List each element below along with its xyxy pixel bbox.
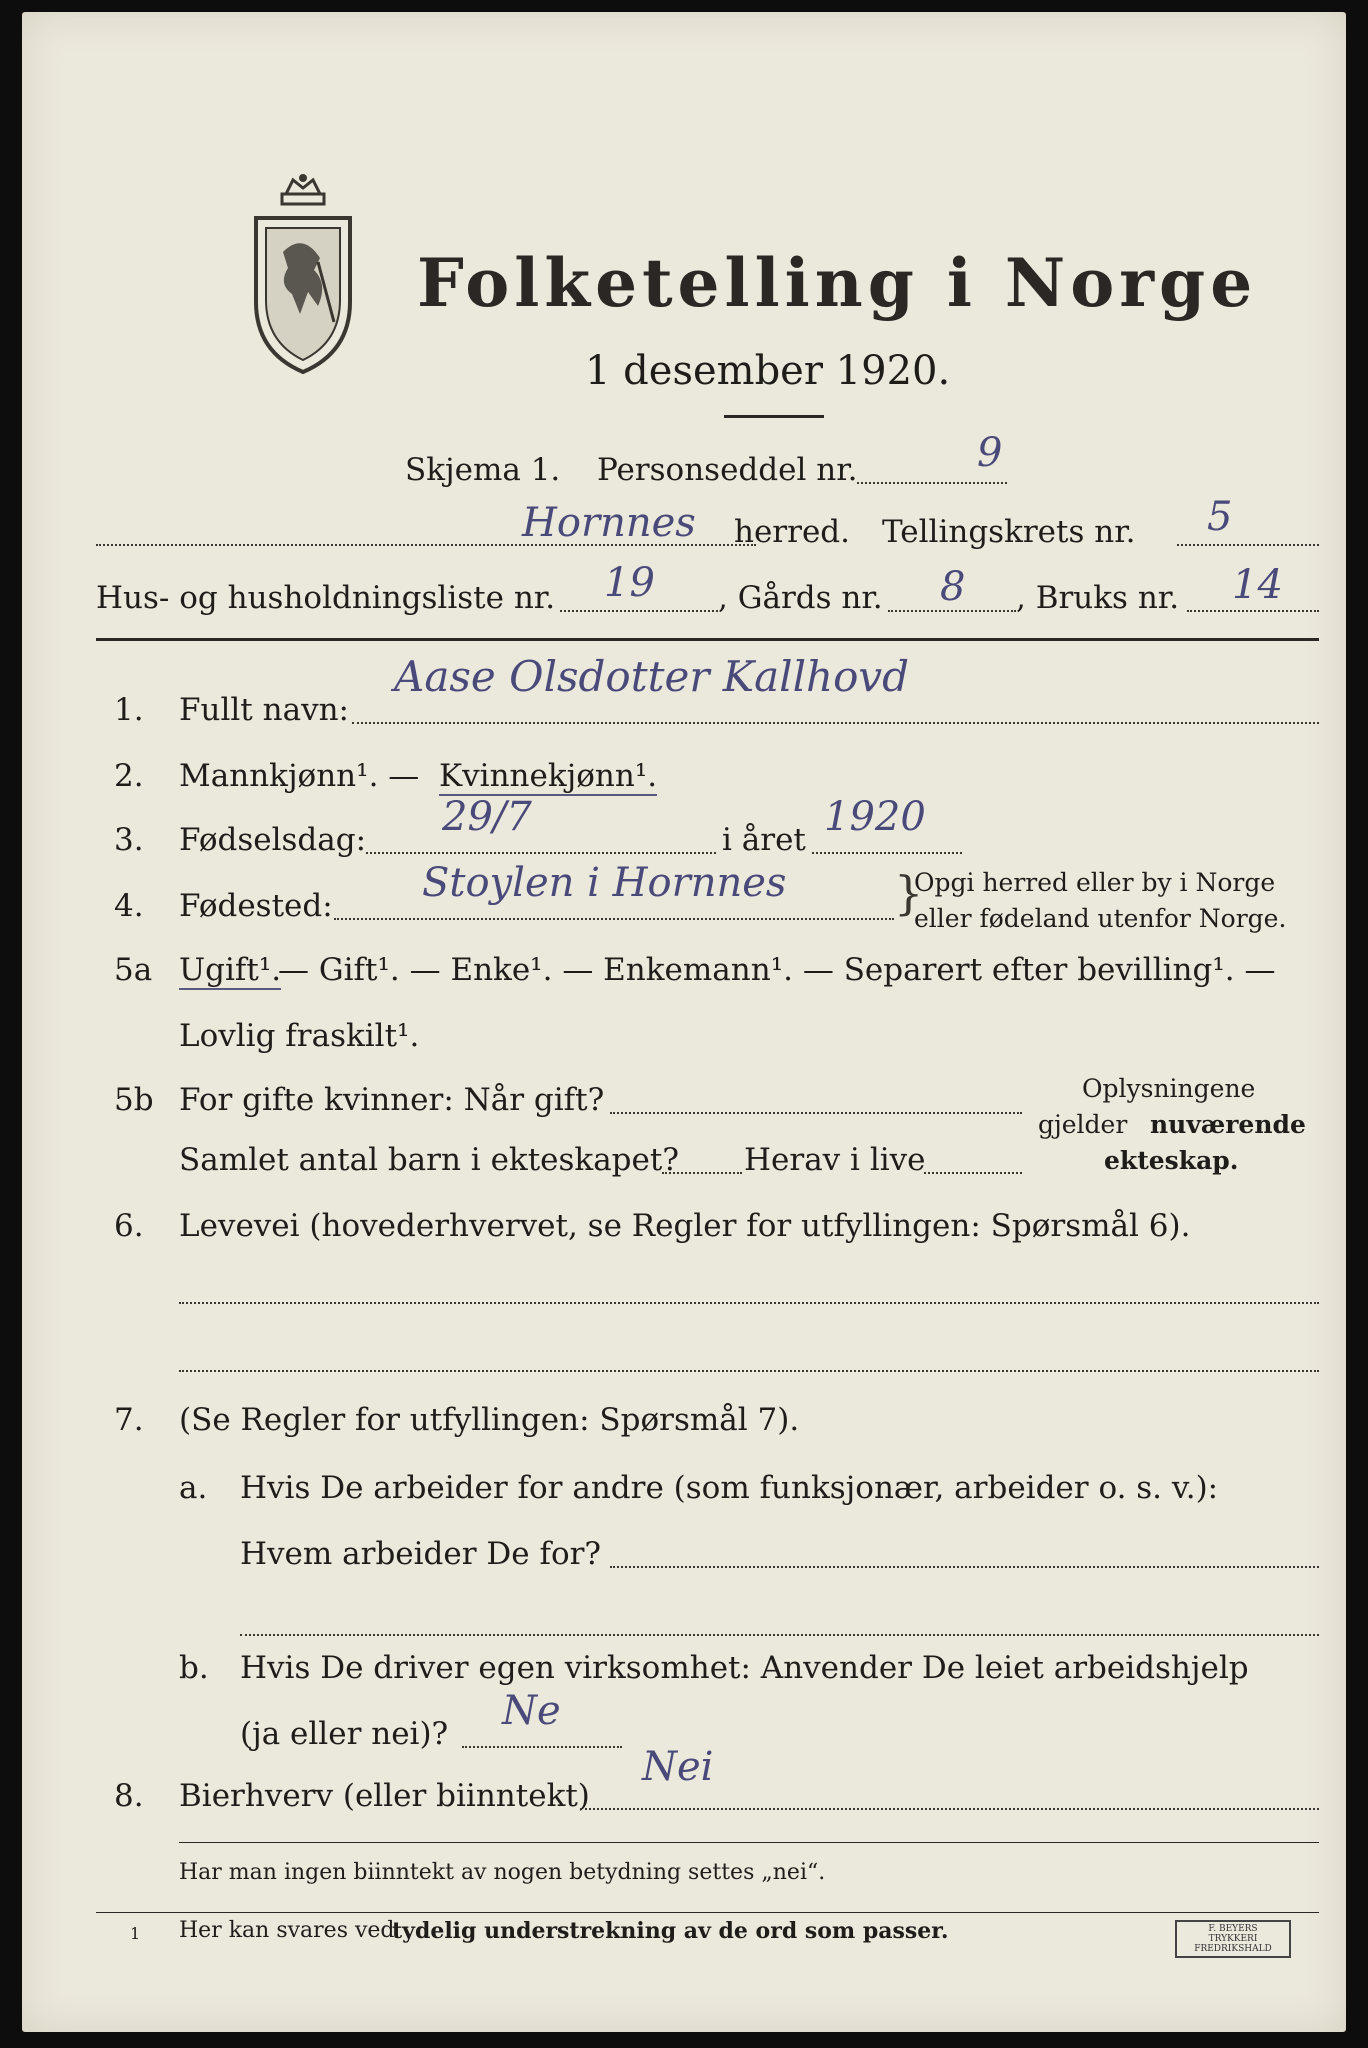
side-income-value: Nei	[642, 1744, 714, 1790]
birthplace-field[interactable]	[334, 918, 894, 920]
q7b-text: Hvis De driver egen virksomhet: Anvender De leiet arbeidshjelp	[240, 1650, 1249, 1686]
brace: }	[894, 866, 924, 920]
mannkjonn-option[interactable]: Mannkjønn¹. —	[179, 758, 420, 794]
husholdningsliste-field[interactable]	[560, 610, 718, 612]
skjema-label: Skjema 1.	[405, 452, 561, 488]
birthplace-note-2: eller fødeland utenfor Norge.	[914, 904, 1287, 933]
tellingskrets-label: Tellingskrets nr.	[882, 514, 1136, 550]
q7a-text: Hvis De arbeider for andre (som funksjonær, arbeider o. s. v.):	[240, 1470, 1219, 1506]
q7-number: 7.	[114, 1402, 144, 1438]
birthdate-field[interactable]	[366, 852, 716, 854]
q5b-label: For gifte kvinner: Når gift?	[179, 1082, 605, 1118]
q7a-number: a.	[179, 1470, 208, 1506]
footnote-number: 1	[130, 1924, 141, 1943]
kvinnekjonn-option[interactable]: Kvinnekjønn¹.	[439, 758, 658, 794]
children-label: Samlet antal barn i ekteskapet?	[179, 1142, 679, 1178]
q7-label: (Se Regler for utfyllingen: Spørsmål 7).	[179, 1402, 800, 1438]
marriage-note-2b: nuværende	[1150, 1110, 1306, 1139]
header-separator	[96, 638, 1319, 641]
alive-label: Herav i live	[744, 1142, 926, 1178]
q6-label: Levevei (hovederhvervet, se Regler for utfyllingen: Spørsmål 6).	[179, 1208, 1191, 1244]
children-alive-field[interactable]	[924, 1172, 1022, 1174]
ugift-option[interactable]: Ugift¹.	[179, 952, 282, 988]
birth-year-field[interactable]	[812, 852, 962, 854]
q3-number: 3.	[114, 822, 144, 858]
birthplace-value: Stoylen i Hornnes	[422, 860, 787, 906]
full-name-field[interactable]	[352, 722, 1319, 724]
employer-field-2[interactable]	[240, 1634, 1319, 1636]
tellingskrets-field[interactable]	[1177, 544, 1319, 546]
title-divider	[724, 415, 824, 418]
herred-value: Hornnes	[522, 500, 696, 546]
marriage-note-1: Oplysningene	[1082, 1074, 1256, 1103]
q7b-number: b.	[179, 1650, 209, 1686]
norwegian-coat-of-arms-icon	[248, 172, 358, 382]
personseddel-value: 9	[977, 430, 1003, 476]
employer-field-1[interactable]	[610, 1566, 1319, 1568]
husholdningsliste-value: 19	[604, 560, 655, 606]
birth-year-value: 1920	[824, 794, 926, 840]
q6-number: 6.	[114, 1208, 144, 1244]
q7b-line2: (ja eller nei)?	[240, 1716, 449, 1752]
side-income-field[interactable]	[580, 1808, 1319, 1810]
marriage-note-2a: gjelder	[1038, 1110, 1128, 1139]
year-label: i året	[722, 822, 806, 858]
hired-help-value: Ne	[502, 1688, 561, 1734]
q7a-line2: Hvem arbeider De for?	[240, 1536, 602, 1572]
gards-label: , Gårds nr.	[718, 580, 883, 616]
full-name-value: Aase Olsdotter Kallhovd	[394, 652, 909, 701]
herred-label: herred.	[734, 514, 850, 550]
gards-field[interactable]	[888, 610, 1016, 612]
bruks-value: 14	[1232, 562, 1283, 608]
q8-label: Bierhverv (eller biinntekt)	[179, 1778, 590, 1814]
footnote-text-b: tydelig understrekning av de ord som passer.	[392, 1918, 949, 1944]
footer-note: Har man ingen biinntekt av nogen betydning settes „nei“.	[179, 1860, 826, 1885]
bruks-field[interactable]	[1187, 610, 1319, 612]
fraskilt-option[interactable]: Lovlig fraskilt¹.	[179, 1018, 420, 1054]
q3-label: Fødselsdag:	[179, 822, 367, 858]
tellingskrets-value: 5	[1207, 494, 1233, 540]
children-count-field[interactable]	[662, 1172, 742, 1174]
marital-options[interactable]: — Gift¹. — Enke¹. — Enkemann¹. — Separert efter bevilling¹. —	[278, 952, 1276, 988]
marriage-note-3: ekteskap.	[1104, 1146, 1239, 1175]
census-date: 1 desember 1920.	[585, 348, 951, 394]
q5a-number: 5a	[114, 952, 153, 988]
gards-value: 8	[940, 564, 966, 610]
q1-label: Fullt navn:	[179, 692, 349, 728]
printer-stamp: F. BEYERS TRYKKERI FREDRIKSHALD	[1175, 1920, 1291, 1958]
footer-separator	[179, 1842, 1319, 1843]
q1-number: 1.	[114, 692, 144, 728]
q4-label: Fødested:	[179, 888, 333, 924]
q8-number: 8.	[114, 1778, 144, 1814]
personseddel-label: Personseddel nr.	[597, 452, 858, 488]
q5b-number: 5b	[114, 1082, 154, 1118]
page-title: Folketelling i Norge	[417, 244, 1258, 322]
birthplace-note-1: Opgi herred eller by i Norge	[914, 868, 1276, 897]
census-form-page	[22, 12, 1346, 2032]
birthdate-value: 29/7	[442, 794, 532, 840]
occupation-field-1[interactable]	[179, 1302, 1319, 1304]
occupation-field-2[interactable]	[179, 1370, 1319, 1372]
footnote-text-a: Her kan svares ved	[179, 1918, 395, 1943]
husholdningsliste-label: Hus- og husholdningsliste nr.	[96, 580, 556, 616]
bruks-label: , Bruks nr.	[1016, 580, 1180, 616]
hired-help-field[interactable]	[462, 1746, 622, 1748]
q2-number: 2.	[114, 758, 144, 794]
footnote-separator	[96, 1912, 1319, 1913]
marriage-date-field[interactable]	[610, 1112, 1022, 1114]
q4-number: 4.	[114, 888, 144, 924]
personseddel-field[interactable]	[857, 482, 1007, 484]
